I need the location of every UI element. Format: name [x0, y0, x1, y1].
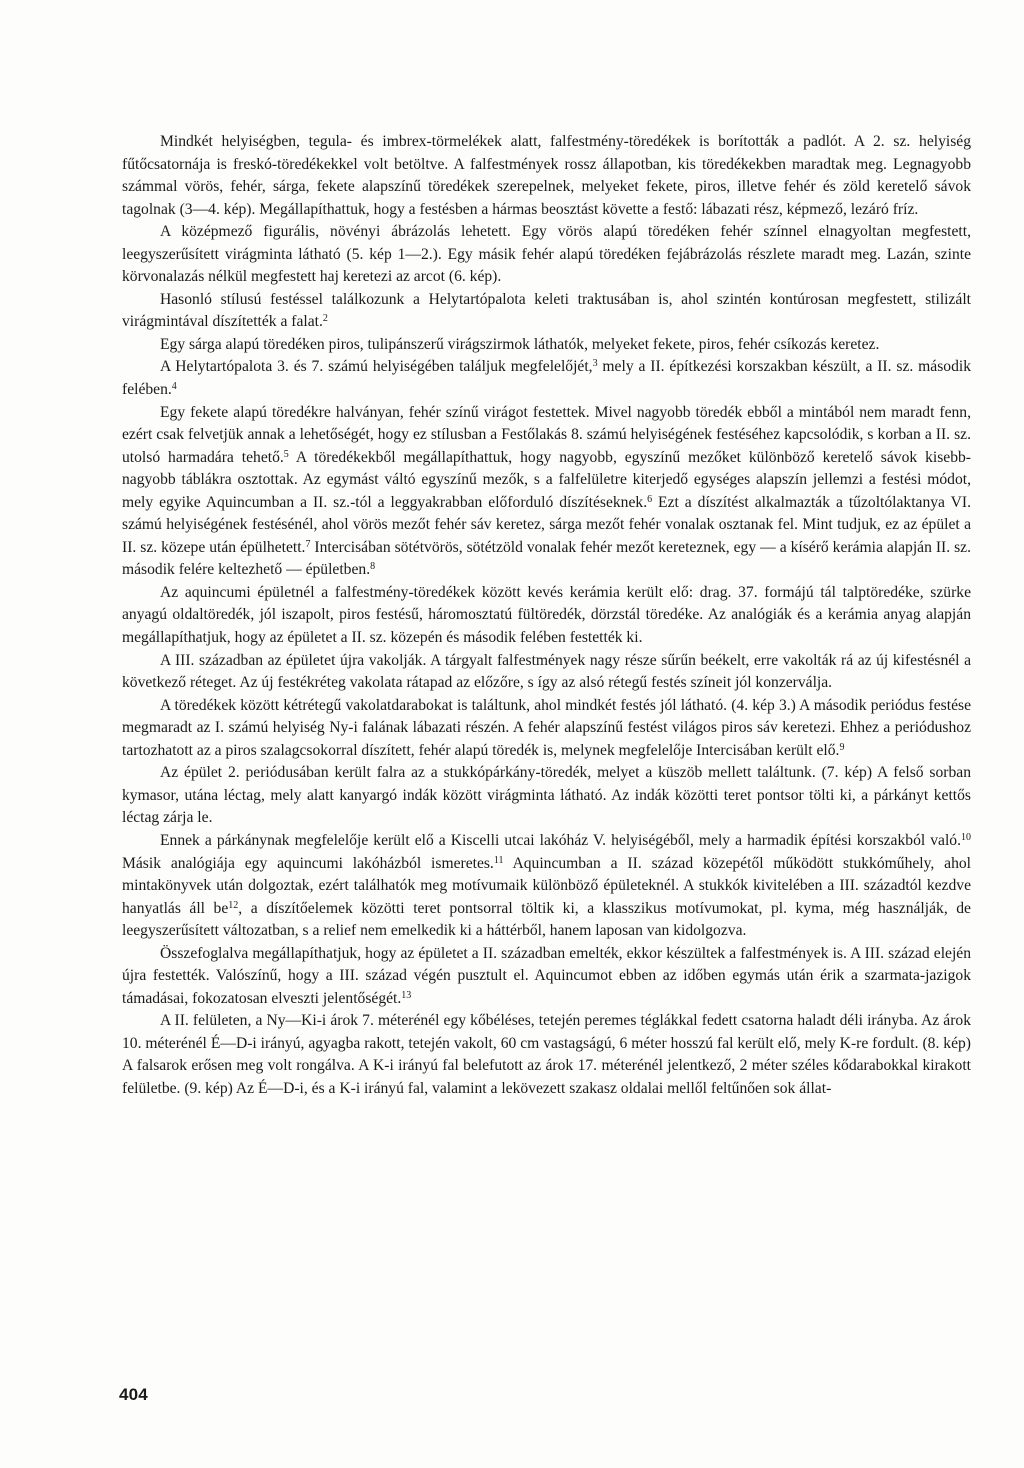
paragraph-text: Hasonló stílusú festéssel találkozunk a Helytartópalota keleti traktusában is, ahol szintén kontúrosan megfestett, stilizált virágmintával díszítették a falat.: [122, 290, 971, 331]
footnote-marker: 12: [228, 899, 239, 911]
footnote-marker: 9: [839, 741, 845, 753]
paragraph-text: Ennek a párkánynak megfelelője került elő a Kiscelli utcai lakóház V. helyiségéből, mely a harmadik építési korszakból való.: [160, 831, 961, 849]
paragraph-text: A töredékek között kétrétegű vakolatdarabokat is találtunk, ahol mindkét festés jól látható. (4. kép 3.) A második periódus festése megmaradt az I. számú helyiség Ny-i falának lábazati részén. A fehér alapszínű festést világos piros sáv keretezi. Ehhez a periódushoz tartozhatott az a piros szalagcsokorral díszített, fehér alapú töredék is, melynek megfelelője Intercisában került elő.: [122, 696, 971, 759]
paragraph-text: , a díszítőelemek közötti teret pontsorral töltik ki, a klasszikus motívumokat, pl. kyma, még használják, de leegyszerűsített változatban, s a relief nem emelkedik ki a háttérből, hanem laposan van kidolgozva.: [122, 899, 971, 940]
footnote-marker: 4: [171, 381, 177, 393]
paragraph-text: Mindkét helyiségben, tegula- és imbrex-törmelékek alatt, falfestmény-töredékek is borították a padlót. A 2. sz. helyiség fűtőcsatornája is freskó-töredékekkel volt betöltve. A falfestmények rossz állapotban, kis töredékekben maradtak meg. Legnagyobb számmal vörös, fehér, sárga, fekete alapszínű töredékek szerepelnek, melyeket fekete, piros, illetve fehér és zöld keretelő sávok tagolnak (3—4. kép). Megállapíthattuk, hogy a festésben a hármas beosztást követte a festő: lábazati rész, képmező, lezáró fríz.: [122, 133, 971, 218]
paragraph: [122, 221, 971, 289]
paragraph: [122, 830, 971, 943]
footnote-marker: 13: [401, 989, 412, 1001]
paragraph: [122, 356, 971, 401]
paragraph: [122, 582, 971, 650]
paragraph-text: Az aquincumi épületnél a falfestmény-töredékek között kevés kerámia került elő: drag. 37. formájú tál talptöredéke, szürke anyagú oldaltöredék, jól iszapolt, piros festésű, háromosztatú fültöredék, dörzstál töredéke. Az analógiák és a kerámia anyag alapján megállapíthatjuk, hogy az épületet a II. sz. közepén és második felében festették ki.: [122, 583, 971, 647]
paragraph: [122, 402, 971, 582]
footnote-marker: 10: [961, 831, 971, 843]
paragraph: [122, 762, 971, 830]
paragraph: [122, 650, 971, 695]
footnote-marker: 3: [592, 358, 598, 370]
paragraph-text: mely a II. építkezési korszakban készült, a II. sz. második felében.: [122, 358, 971, 399]
paragraph-text: A töredékekből megállapíthattuk, hogy nagyobb, egyszínű mezőket különböző keretelő sávok kisebb-nagyobb táblákra osztottak. Az egymást váltó egyszínű mezők, s a falfelületre kiterjedő egységes alapszín jellemzi a festési módot, mely egyike Aquincumban a II. sz.-tól a leggyakrabban előforduló díszítéseknek.: [122, 448, 972, 511]
paragraph-text: A Helytartópalota 3. és 7. számú helyiségében találjuk megfelelőjét,: [160, 358, 593, 376]
paragraph-text: A II. felületen, a Ny—Ki-i árok 7. méterénél egy kőbéléses, tetején peremes téglákkal fedett csatorna haladt déli irányba. Az árok 10. méterénél É—D-i irányú, agyagba rakott, tetején vakolt, 60 cm vastagságú, 6 méter hosszú fal került elő, mely K-re fordult. (8. kép) A falsarok erősen meg volt rongálva. A K-i irányú fal belefutott az árok 17. méterénél jelentkező, 2 méter széles kődarabokkal kirakott felületbe. (9. kép) Az É—D-i, és a K-i irányú fal, valamint a lekövezett szakasz oldalai mellől feltűnően sok állat-: [122, 1012, 971, 1097]
paragraph-text: Másik analógiája egy aquincumi lakóházból ismeretes.: [122, 854, 494, 872]
page-number: 404: [119, 1385, 148, 1404]
footnote-marker: 2: [322, 313, 328, 325]
paragraph-text: Egy sárga alapú töredéken piros, tulipánszerű virágszirmok láthatók, melyeket fekete, piros, fehér csíkozás keretez.: [160, 335, 880, 353]
paragraph-text: A középmező figurális, növényi ábrázolás lehetett. Egy vörös alapú töredéken fehér színnel elnagyoltan megfestett, leegyszerűsített virágminta látható (5. kép 1—2.). Egy másik fehér alapú töredéken fejábrázolás részlete maradt meg. Lazán, szinte körvonalazás nélkül megfestett haj keretezi az arcot (6. kép).: [122, 223, 971, 286]
paragraph: [122, 289, 971, 334]
footnote-marker: 8: [370, 561, 376, 573]
footnote-marker: 11: [493, 854, 504, 866]
footnote-marker: 7: [305, 538, 311, 550]
paragraph: [122, 943, 971, 1011]
paragraph: [122, 1010, 971, 1100]
paragraph: [122, 334, 971, 357]
footnote-marker: 5: [283, 448, 289, 460]
footnote-marker: 6: [647, 493, 653, 505]
paragraph-text: Az épület 2. periódusában került falra az a stukkópárkány-töredék, melyet a küszöb mellett találtunk. (7. kép) A felső sorban kymasor, utána léctag, mely alatt kanyargó indák között virágminta látható. Az indák közötti teret pontsor tölti ki, a párkányt kettős léctag zárja le.: [122, 764, 971, 827]
paragraph-text: Ezt a díszítést alkalmazták a tűzoltólaktanya VI. számú helyiségének festésénél, ahol vörös mezőt fehér sáv keretez, sárga mezőt fehér vonalak osztanak fel. Mint tudjuk, ez az épület a II. sz. közepe után épülhetett.: [122, 493, 971, 556]
paragraph: [122, 131, 971, 221]
paragraph: [122, 695, 971, 763]
paragraph-text: Egy fekete alapú töredékre halványan, fehér színű virágot festettek. Mivel nagyobb töredék ebből a mintából nem maradt fenn, ezért csak felvetjük annak a lehetőségét, hogy ez stílusban a Festőlakás 8. számú helyiségének festéséhez kapcsolódik, s korban a II. sz. utolsó harmadára tehető.: [122, 403, 971, 466]
paragraph-text: Összefoglalva megállapíthatjuk, hogy az épületet a II. században emelték, ekkor készültek a falfestmények is. A III. század elején újra festették. Valószínű, hogy a III. század végén pusztult el. Aquincumot ebben az időben egymás után érik a szarmata-jazigok támadásai, fokozatosan elveszti jelentőségét.: [122, 944, 971, 1007]
body-text: [122, 131, 971, 1101]
paragraph-text: Intercisában sötétvörös, sötétzöld vonalak fehér mezőt kereteznek, egy — a kísérő kerámia alapján II. sz. második felére keltezhető — épületben.: [122, 538, 971, 579]
paragraph-text: Aquincumban a II. század közepétől működött stukkóműhely, ahol mintakönyvek után dolgoztak, ezért találhatók meg motívumaik különböző épületeknél. A stukkók kivitelében a III. századtól kezdve hanyatlás áll be: [122, 854, 971, 917]
paragraph-text: A III. században az épületet újra vakolják. A tárgyalt falfestmények nagy része sűrűn beékelt, erre vakolták rá az új kifestésnél a következő réteget. Az új festékréteg vakolata rátapad az előzőre, s így az alsó rétegű festés színeit jól konzerválja.: [122, 651, 971, 692]
